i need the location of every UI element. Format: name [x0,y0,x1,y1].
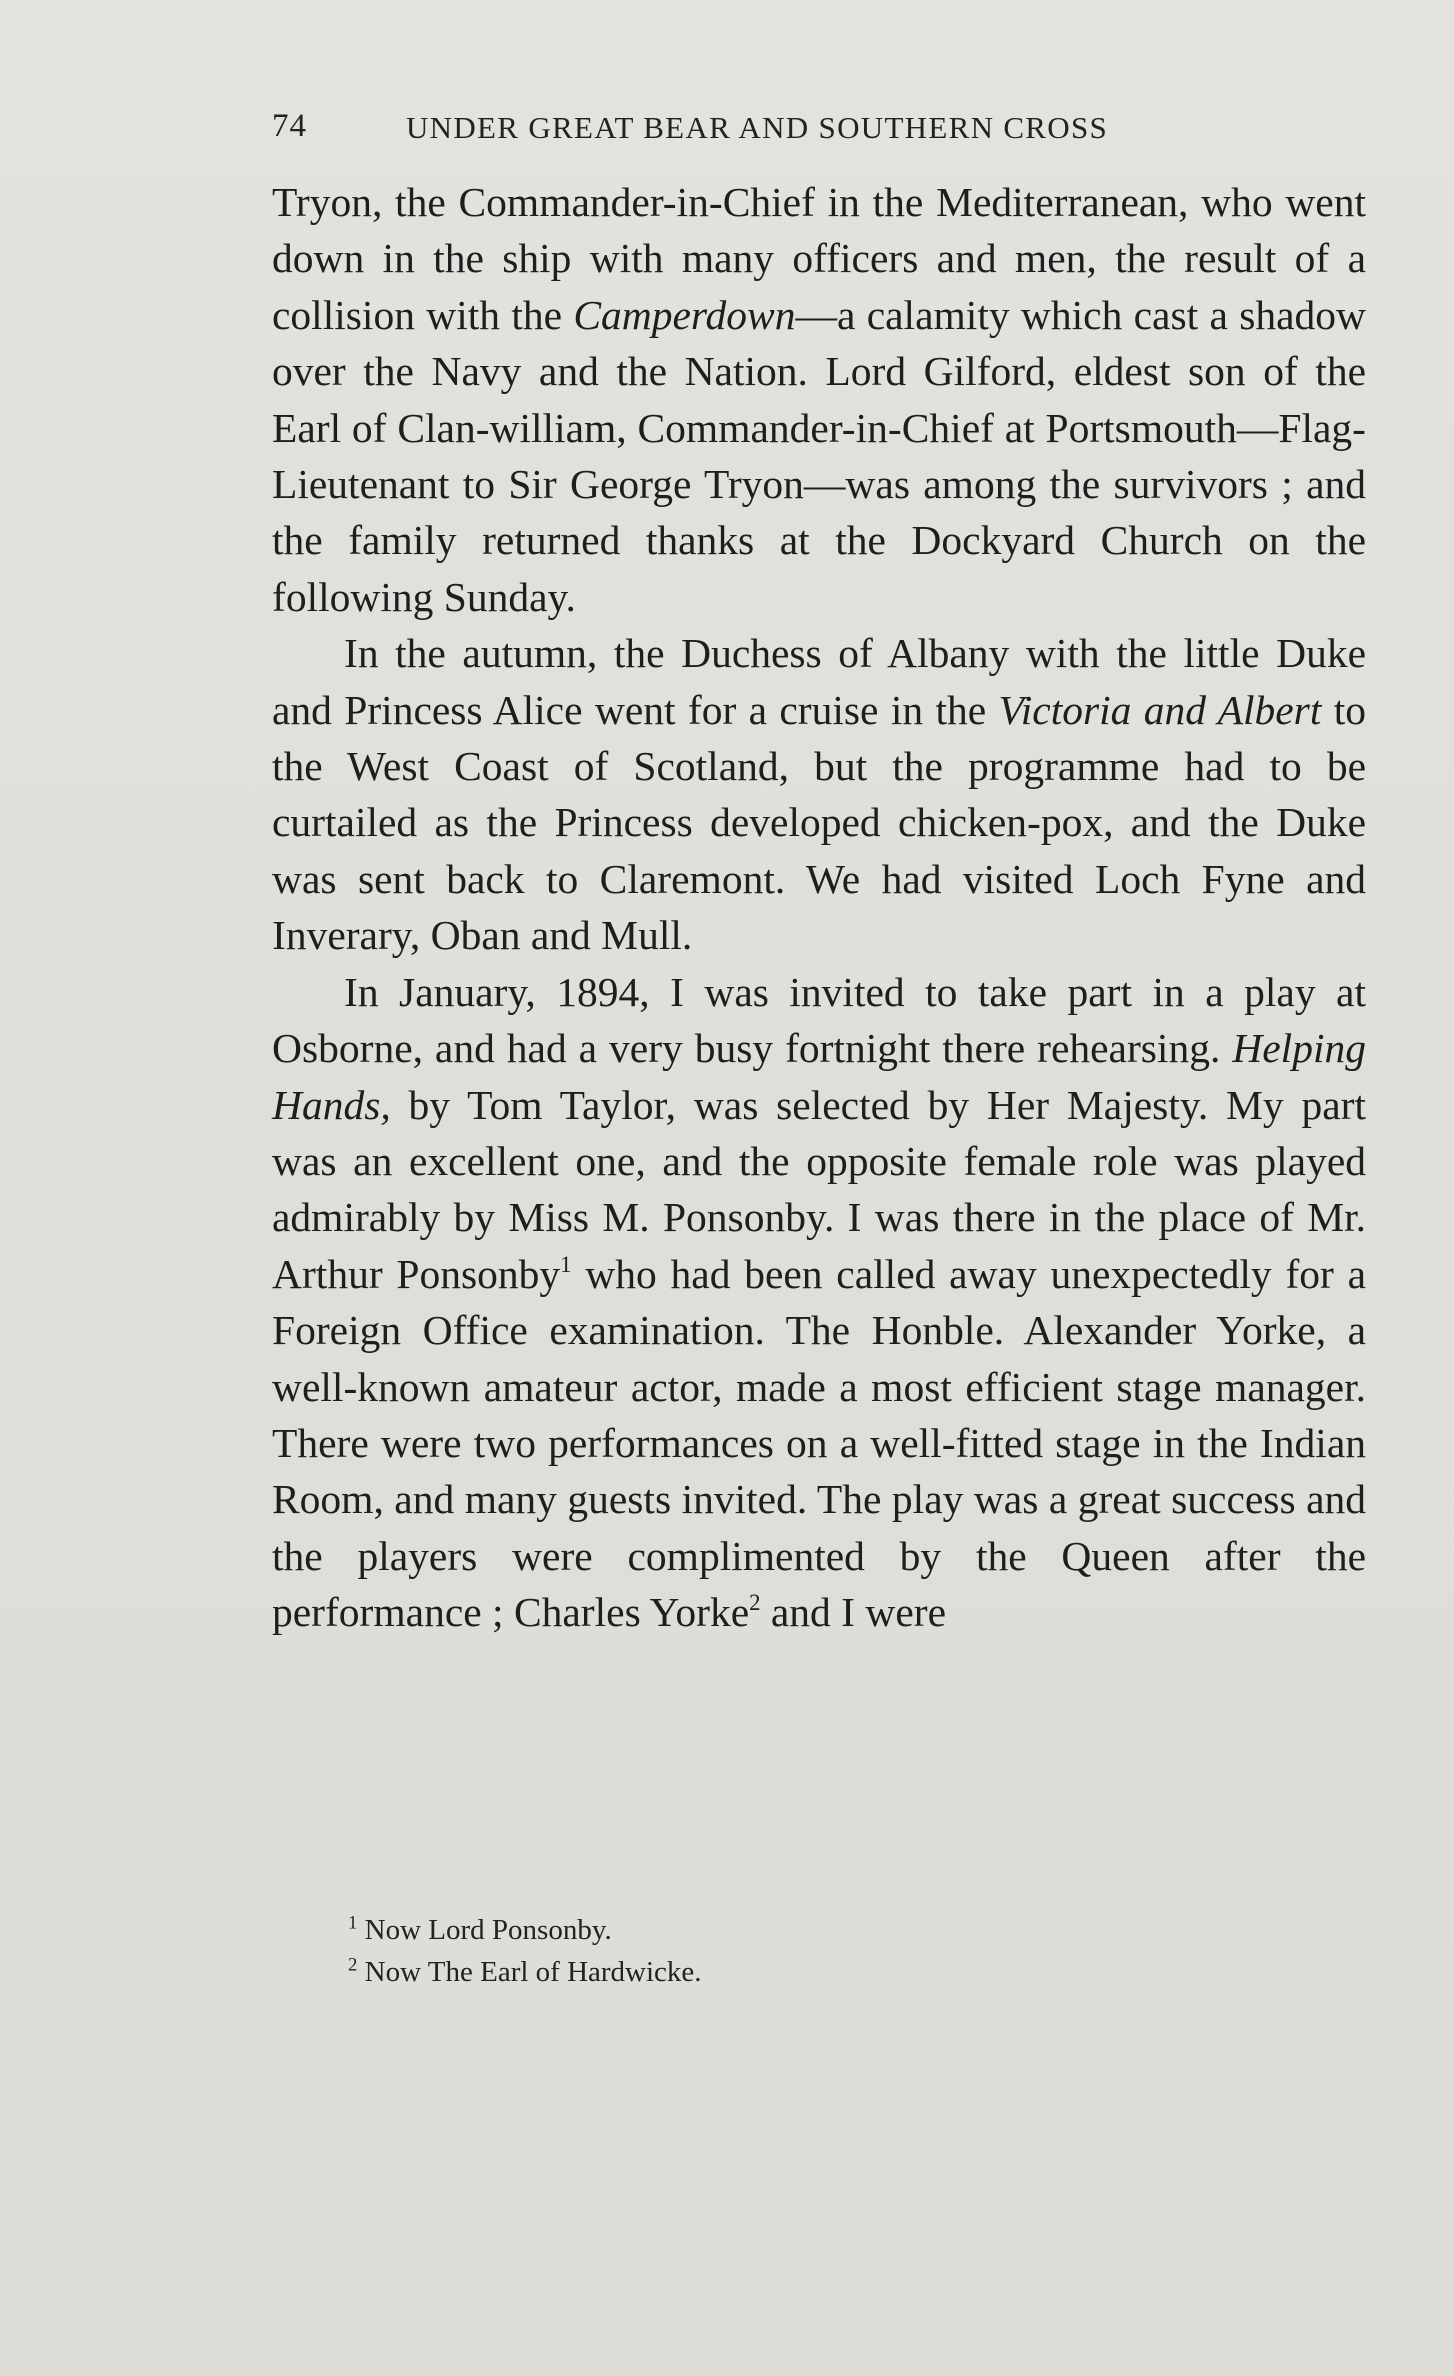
paragraph-text: by Tom Taylor, was selected by Her Majesty. My part was an excellent one, and the opposite female role was played admirably by Miss M. Ponsonby. I was there in the place of Mr. Arthur Ponsonby [272,1081,1366,1297]
paragraph-text: Tryon, the Commander-in-Chief in the Mediterranean, who went down in the ship with many officers and men, the result of a collision with the [272,179,1366,338]
running-title: UNDER GREAT BEAR AND SOUTHERN CROSS [406,110,1109,145]
footnote-text: Now The Earl of Hardwicke. [364,1956,702,1988]
body-text [272,174,1366,1641]
page-header [272,108,1372,152]
footnotes [348,1909,702,1993]
ship-name-italic: Camperdown [573,291,796,338]
paragraph-text: —a calamity which cast a shadow over the Navy and the Nation. Lord Gilford, eldest son of the Earl of Clan-william, Commander-in-Chief at Portsmouth—Flag-Lieutenant to Sir George Tryon—was among the survivors ; and the family returned thanks at the Dockyard Church on the following Sunday. [272,291,1366,620]
footnote-marker: 1 [348,1912,358,1934]
paragraph-text: who had been called away unexpectedly for a Foreign Office examination. The Honble. Alexander Yorke, a well-known amateur actor, made a most efficient stage manager. There were two performances on a well-fitted stage in the Indian Room, and many guests invited. The play was a great success and the players were complimented by the Queen after the performance ; Charles Yorke [272,1250,1367,1636]
paragraph-text: In January, 1894, I was invited to take part in a play at Osborne, and had a very busy fortnight there rehearsing. [272,968,1366,1072]
footnote-2 [348,1951,702,1993]
footnote-text: Now Lord Ponsonby. [364,1914,612,1946]
page-number: 74 [272,108,307,144]
footnote-ref-2: 2 [749,1590,761,1616]
paragraph-2 [272,625,1366,963]
yacht-name-italic: Victoria and Albert [998,686,1322,733]
footnote-1 [348,1909,702,1951]
footnote-marker: 2 [348,1954,358,1976]
footnote-ref-1: 1 [560,1251,572,1277]
paragraph-text: and I were [760,1589,947,1636]
paragraph-text: to the West Coast of Scotland, but the programme had to be curtailed as the Princess developed chicken-pox, and the Duke was sent back to Claremont. We had visited Loch Fyne and Inverary, Oban and Mull. [272,686,1366,959]
paragraph-1 [272,174,1366,625]
play-title-italic: Helping Hands, [272,1025,1366,1128]
paragraph-text: In the autumn, the Duchess of Albany with the little Duke and Princess Alice went for a cruise in the [272,630,1366,733]
paragraph-3 [272,964,1366,1641]
